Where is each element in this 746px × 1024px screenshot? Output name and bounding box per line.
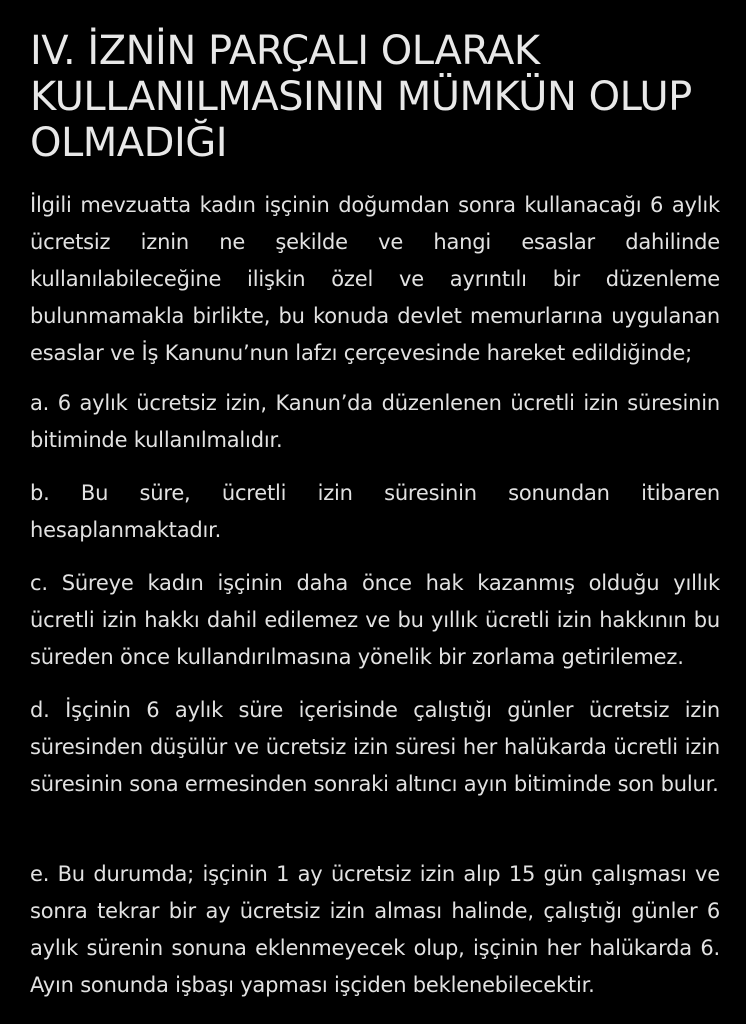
list-item-d: d. İşçinin 6 aylık süre içerisinde çalıştığı günler ücretsiz izin süresinden düşülür ve ücretsiz izin süresi her halükarda ücretli izin süresinin sona ermesinden sonraki altıncı ayın bitiminde son bulur. [30,698,720,796]
list-item-b: b. Bu süre, ücretli izin süresinin sonundan itibaren hesaplanmaktadır. [30,481,720,542]
page-title: IV. İZNİN PARÇALI OLARAK KULLANILMASININ MÜMKÜN OLUP OLMADIĞI [30,28,692,166]
list-item-c: c. Süreye kadın işçinin daha önce hak kazanmış olduğu yıllık ücretli izin hakkı dahil edilemez ve bu yıllık ücretli izin hakkının bu süreden önce kullandırılmasına yönelik bir zorlama getirilemez. [30,571,720,669]
list-item-e: e. Bu durumda; işçinin 1 ay ücretsiz izin alıp 15 gün çalışması ve sonra tekrar bir ay ücretsiz izin alması halinde, çalıştığı günler 6 aylık sürenin sonuna eklenmeyecek olup, işçinin her halükarda 6. Ayın sonunda işbaşı yapması işçiden beklenebilecektir. [30,862,720,997]
list-item-a: a. 6 aylık ücretsiz izin, Kanun’da düzenlenen ücretli izin süresinin bitiminde kullanılmalıdır. [30,391,720,452]
intro-paragraph: İlgili mevzuatta kadın işçinin doğumdan sonra kullanacağı 6 aylık ücretsiz iznin ne şekilde ve hangi esaslar dahilinde kullanılabileceğine ilişkin özel ve ayrıntılı bir düzenleme bulunmamakla birlikte, bu konuda devlet memurlarına uygulanan esaslar ve İş Kanunu’nun lafzı çerçevesinde hareket edildiğinde; [30,193,720,365]
